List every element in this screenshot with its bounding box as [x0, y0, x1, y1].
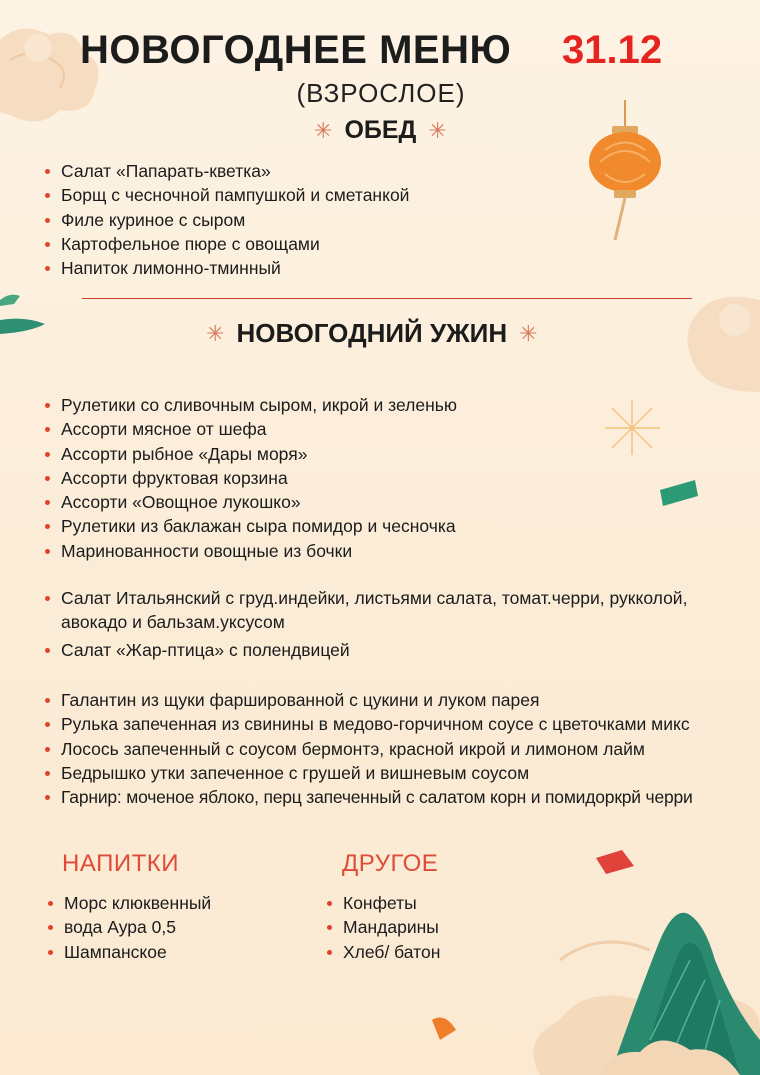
list-item: Ассорти «Овощное лукошко»	[45, 490, 725, 514]
list-item: Бедрышко утки запеченное с грушей и вишневым соусом	[45, 761, 757, 785]
list-item: Ассорти фруктовая корзина	[45, 466, 725, 490]
list-item: Хлеб/ батон	[327, 940, 567, 964]
lunch-heading	[314, 116, 447, 145]
list-item: вода Аура 0,5	[48, 915, 288, 939]
page-subtitle	[0, 78, 760, 109]
dinner-list-cold	[45, 393, 725, 563]
menu-date: 31.12	[562, 28, 663, 72]
list-item: Конфеты	[327, 891, 567, 915]
dinner-list-hot	[45, 688, 757, 809]
list-item: Шампанское	[48, 940, 288, 964]
spark-icon: ✳	[428, 117, 447, 143]
list-item: Мандарины	[327, 915, 567, 939]
list-item: Галантин из щуки фаршированной с цукини и луком парея	[45, 688, 757, 712]
spark-icon: ✳	[519, 320, 538, 346]
list-item: Салат «Жар-птица» с полендвицей	[45, 638, 735, 662]
list-item: Борщ с чесночной пампушкой и сметанкой	[45, 183, 605, 207]
cloud-icon	[688, 297, 760, 392]
mountain-icon	[600, 913, 760, 1075]
list-item: Филе куриное с сыром	[45, 208, 605, 232]
dinner-list-salads	[45, 586, 735, 662]
list-item: Ассорти рыбное «Дары моря»	[45, 442, 725, 466]
list-item: Ассорти мясное от шефа	[45, 417, 725, 441]
list-item: Гарнир: моченое яблоко, перц запеченный с салатом корн и помидоркрй черри	[45, 785, 757, 809]
spark-icon: ✳	[206, 320, 225, 346]
confetti-icon	[596, 850, 634, 874]
list-item: Салат Итальянский с груд.индейки, листьями салата, томат.черри, рукколой, авокадо и бальзам.уксусом	[45, 586, 735, 635]
other-heading: ДРУГОЕ	[342, 850, 439, 877]
list-item: Лосось запеченный с соусом бермонтэ, красной икрой и лимоном лайм	[45, 737, 757, 761]
drinks-list	[48, 891, 288, 964]
list-item: Морс клюквенный	[48, 891, 288, 915]
spark-icon: ✳	[314, 117, 333, 143]
dinner-heading	[206, 318, 538, 349]
subtitle-text: (ВЗРОСЛОЕ)	[296, 78, 466, 108]
list-item: Картофельное пюре с овощами	[45, 232, 605, 256]
page-title: НОВОГОДНЕЕ МЕНЮ	[80, 28, 512, 72]
other-list	[327, 891, 567, 964]
wind-icon	[0, 295, 45, 334]
dinner-heading-text: НОВОГОДНИЙ УЖИН	[236, 318, 508, 348]
list-item: Маринованности овощные из бочки	[45, 539, 725, 563]
list-item: Рулька запеченная из свинины в медово-горчичном соусе с цветочками микс	[45, 712, 757, 736]
list-item: Салат «Папарать-кветка»	[45, 159, 605, 183]
section-divider	[82, 298, 692, 299]
drinks-heading: НАПИТКИ	[62, 850, 179, 877]
list-item: Напиток лимонно-тминный	[45, 256, 605, 280]
lunch-heading-text: ОБЕД	[344, 116, 417, 144]
lunch-list	[45, 159, 605, 280]
list-item: Рулетики со сливочным сыром, икрой и зеленью	[45, 393, 725, 417]
confetti-icon	[432, 1018, 456, 1040]
list-item: Рулетики из баклажан сыра помидор и чесночка	[45, 514, 725, 538]
